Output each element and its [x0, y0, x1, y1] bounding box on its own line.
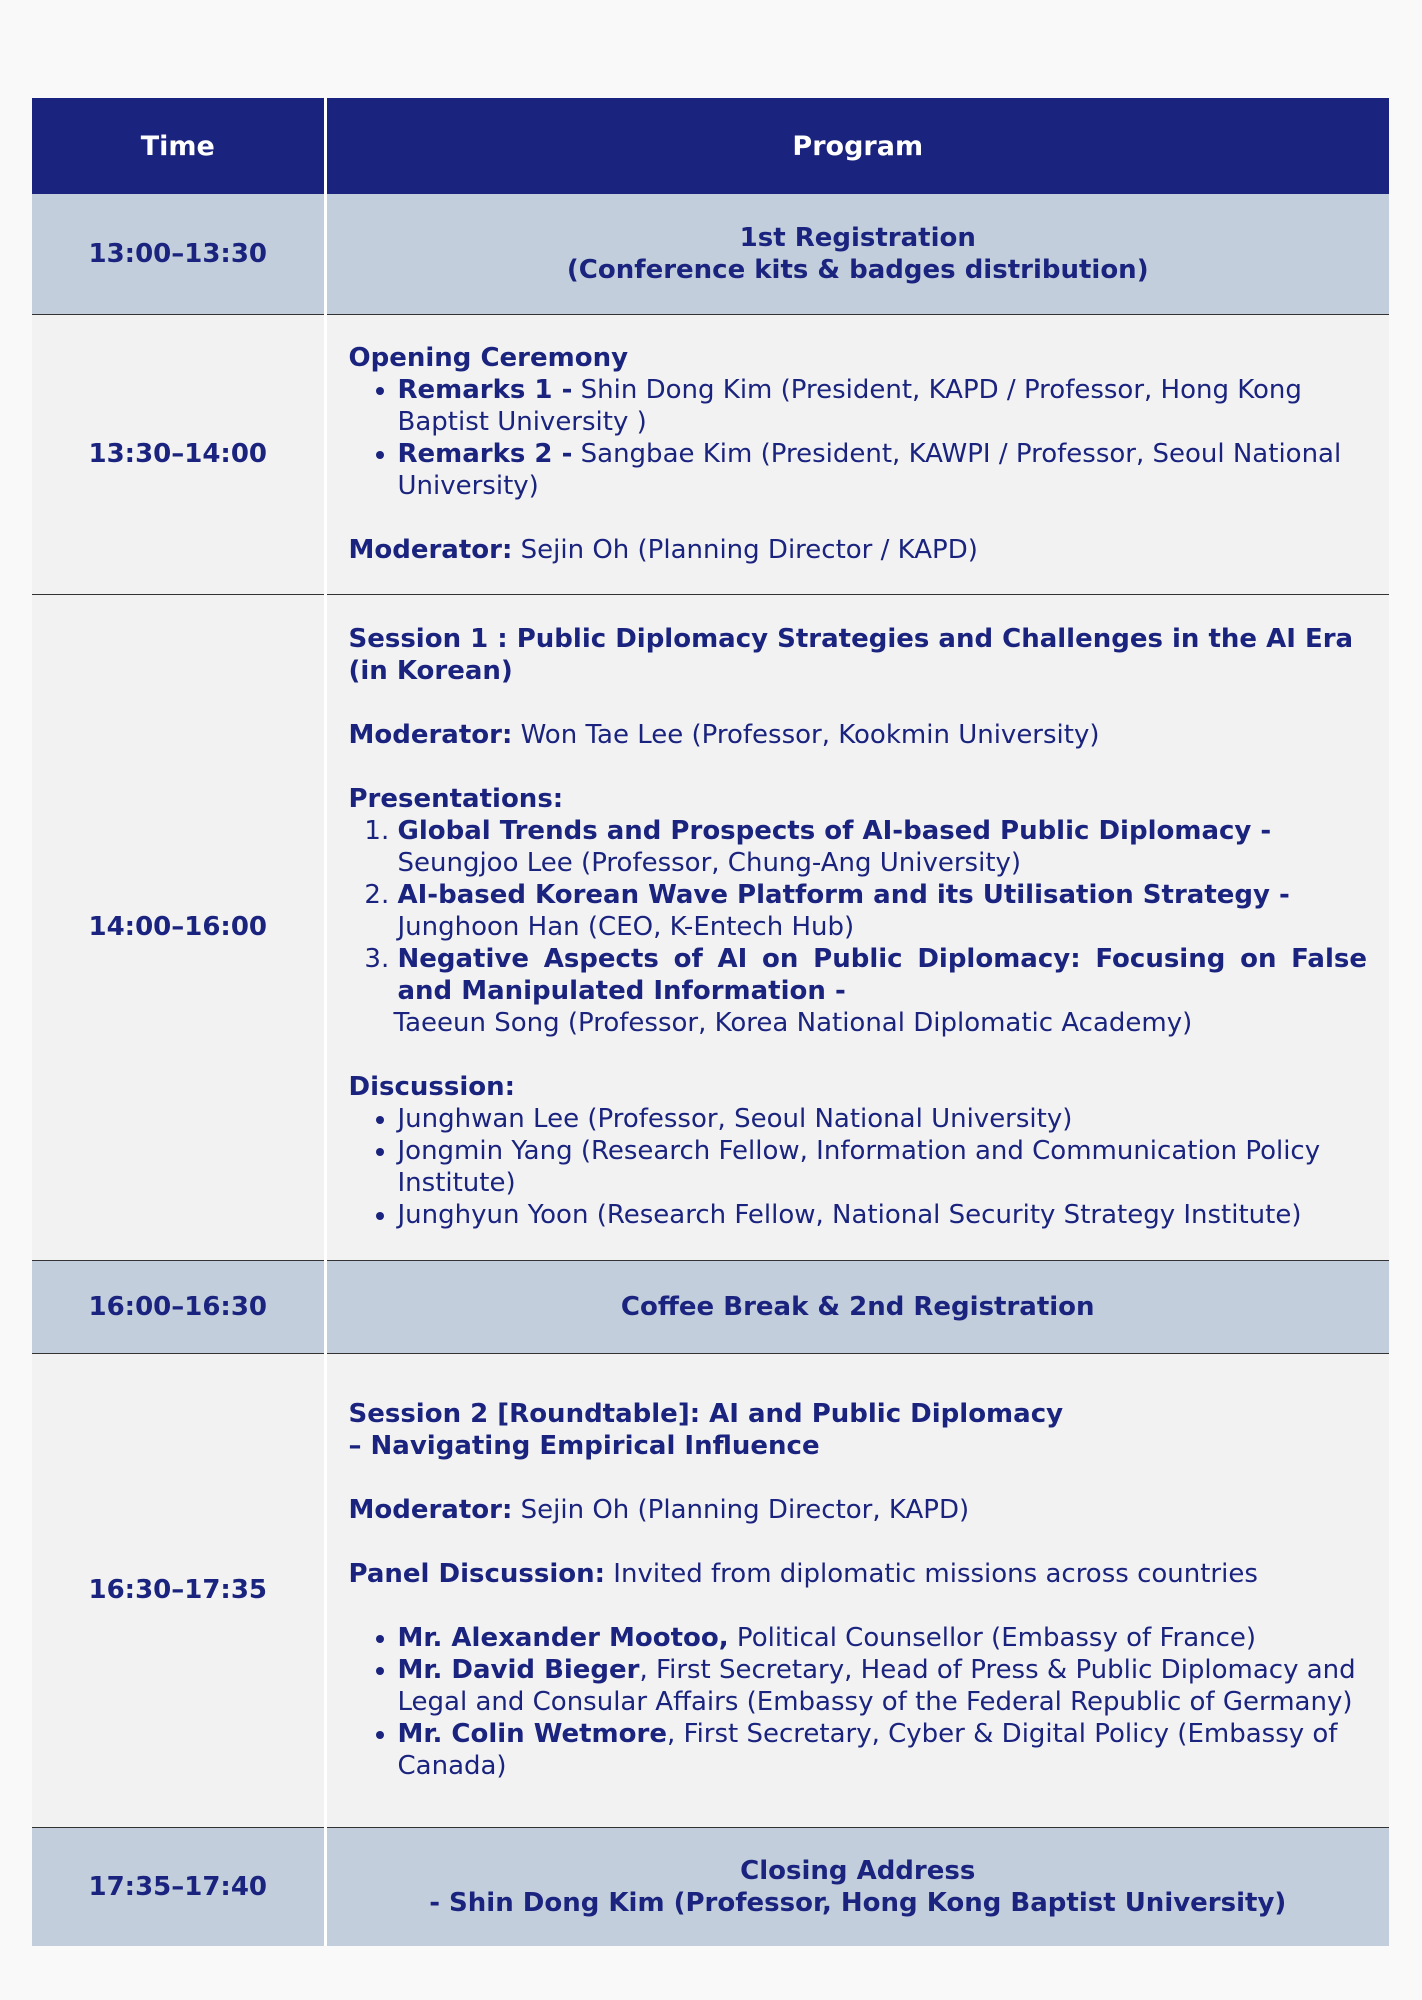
- time-cell: 14:00–16:00: [32, 594, 325, 1260]
- session-2-moderator: Moderator: Sejin Oh (Planning Director, KAPD): [348, 1495, 970, 1525]
- registration-detail: (Conference kits & badges distribution): [566, 254, 1149, 285]
- time-cell: 13:30–14:00: [32, 314, 325, 594]
- program-cell: [325, 314, 1389, 594]
- schedule-table: [32, 98, 1389, 1946]
- panel-discussion: Panel Discussion: Invited from diplomatic missions across countries: [348, 1559, 1258, 1589]
- time-cell: 17:35–17:40: [32, 1827, 325, 1946]
- list-item: 3. Negative Aspects of AI on Public Diplomacy: Focusing on False and Manipulated Information -: [398, 943, 1368, 1007]
- list-item: • Remarks 1 - Shin Dong Kim (President, KAPD / Professor, Hong Kong Baptist University ): [398, 374, 1368, 438]
- discussants-list: [349, 1103, 1368, 1231]
- program-column-header: Program: [325, 98, 1389, 194]
- table-row-coffee-break: [32, 1260, 1389, 1353]
- list-item: 1. Global Trends and Prospects of AI-based Public Diplomacy - Seungjoo Lee (Professor, Chung-Ang University): [398, 815, 1368, 879]
- list-item: • Mr. David Bieger, First Secretary, Head of Press & Public Diplomacy and Legal and Consular Affairs (Embassy of the Federal Republic of Germany): [398, 1654, 1368, 1718]
- table-row-closing: [32, 1827, 1389, 1946]
- presentations-list: [349, 815, 1368, 1007]
- time-column-header: Time: [32, 98, 325, 194]
- registration-title: 1st Registration: [739, 222, 976, 253]
- closing-title: Closing Address: [740, 1855, 976, 1886]
- program-cell: [325, 1827, 1389, 1946]
- presentations-label: Presentations:: [348, 784, 564, 814]
- session-1-moderator: Moderator: Won Tae Lee (Professor, Kookmin University): [348, 720, 1100, 750]
- list-item: • Remarks 2 - Sangbae Kim (President, KAWPI / Professor, Seoul National University): [398, 438, 1368, 502]
- program-cell: [325, 194, 1389, 314]
- table-header-row: [32, 98, 1389, 194]
- time-cell: 16:30–17:35: [32, 1353, 325, 1827]
- table-row-opening: [32, 314, 1389, 594]
- table-row-session-1: [32, 594, 1389, 1260]
- table-row-registration: [32, 194, 1389, 314]
- time-cell: 16:00–16:30: [32, 1260, 325, 1353]
- presentation-3-speaker: Taeeun Song (Professor, Korea National Diplomatic Academy): [393, 1008, 1193, 1038]
- list-item: 2. AI-based Korean Wave Platform and its Utilisation Strategy - Junghoon Han (CEO, K-Entech Hub): [398, 879, 1368, 943]
- program-cell: [325, 594, 1389, 1260]
- list-item: • Mr. Alexander Mootoo, Political Counsellor (Embassy of France): [398, 1622, 1368, 1654]
- closing-speaker: - Shin Dong Kim (Professor, Hong Kong Baptist University): [429, 1887, 1287, 1918]
- program-cell: [325, 1353, 1389, 1827]
- session-1-title: Session 1 : Public Diplomacy Strategies and Challenges in the AI Era (in Korean): [348, 624, 1354, 686]
- program-schedule: [32, 98, 1389, 1946]
- remarks-list: [349, 374, 1368, 502]
- opening-title: Opening Ceremony: [348, 343, 629, 373]
- list-item: • Junghyun Yoon (Research Fellow, National Security Strategy Institute): [398, 1199, 1368, 1231]
- opening-moderator: Moderator: Sejin Oh (Planning Director / KAPD): [348, 535, 978, 565]
- session-2-title: Session 2 [Roundtable]: AI and Public Diplomacy – Navigating Empirical Influence: [348, 1399, 1064, 1461]
- list-item: • Junghwan Lee (Professor, Seoul National University): [398, 1103, 1368, 1135]
- panelists-list: [349, 1622, 1368, 1782]
- discussion-label: Discussion:: [348, 1072, 516, 1102]
- list-item: • Jongmin Yang (Research Fellow, Information and Communication Policy Institute): [398, 1135, 1368, 1199]
- program-cell: Coffee Break & 2nd Registration: [325, 1260, 1389, 1353]
- list-item: • Mr. Colin Wetmore, First Secretary, Cyber & Digital Policy (Embassy of Canada): [398, 1718, 1368, 1782]
- table-row-session-2: [32, 1353, 1389, 1827]
- time-cell: 13:00–13:30: [32, 194, 325, 314]
